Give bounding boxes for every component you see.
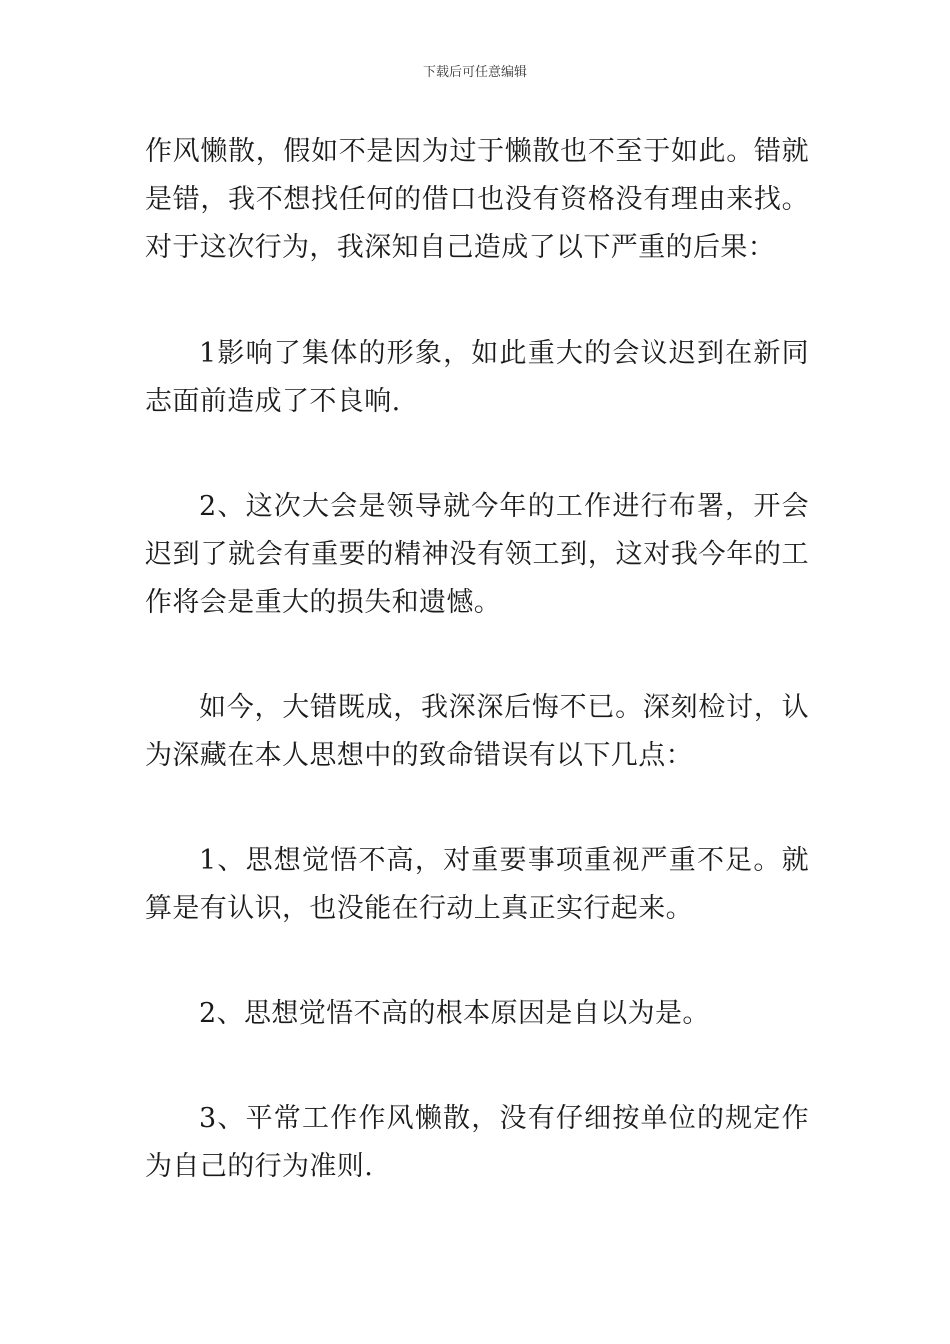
paragraph-error-1: 1、思想觉悟不高，对重要事项重视严重不足。就算是有认识，也没能在行动上真正实行起来。 (145, 845, 809, 924)
paragraph-continuation: 作风懒散，假如不是因为过于懒散也不至于如此。错就是错，我不想找任何的借口也没有资格没有理由来找。对于这次行为，我深知自己造成了以下严重的后果： (145, 136, 809, 263)
paragraph-consequence-2: 2、这次大会是领导就今年的工作进行布署，开会迟到了就会有重要的精神没有领工到，这对我今年的工作将会是重大的损失和遗憾。 (145, 491, 809, 618)
document-body (145, 128, 809, 1191)
paragraph-reflection: 如今，大错既成，我深深后悔不已。深刻检讨，认为深藏在本人思想中的致命错误有以下几点： (145, 692, 809, 771)
page-header-note: 下载后可任意编辑 (422, 65, 527, 80)
paragraph-consequence-1: 1影响了集体的形象，如此重大的会议迟到在新同志面前造成了不良响. (145, 338, 809, 417)
paragraph-error-2: 2、思想觉悟不高的根本原因是自以为是。 (199, 998, 710, 1029)
paragraph-error-3: 3、平常工作作风懒散，没有仔细按单位的规定作为自己的行为准则. (145, 1103, 809, 1182)
